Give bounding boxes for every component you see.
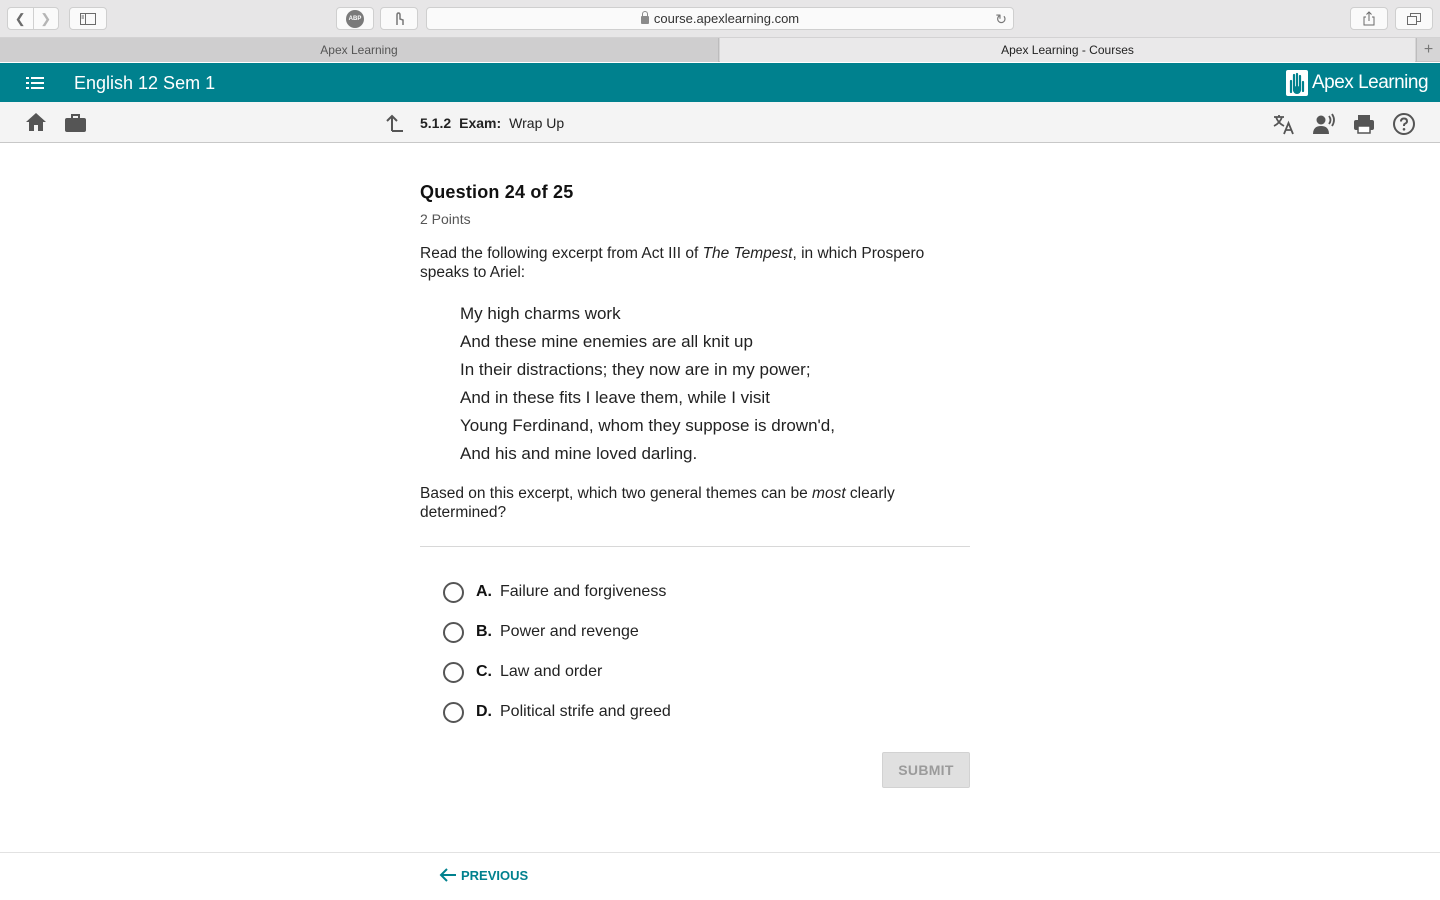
history-nav	[7, 7, 59, 30]
excerpt	[460, 300, 970, 468]
breadcrumb	[420, 115, 564, 131]
excerpt-line: And his and mine loved darling.	[460, 444, 698, 463]
activity-title: Wrap Up	[509, 115, 565, 131]
answer-option-c[interactable]	[443, 652, 970, 692]
radio-button[interactable]	[443, 582, 464, 603]
translate-icon[interactable]	[1272, 112, 1296, 136]
answer-option-a[interactable]	[443, 572, 970, 612]
print-icon[interactable]	[1352, 112, 1376, 136]
browser-toolbar	[0, 0, 1440, 38]
answer-text: Power and revenge	[500, 623, 639, 640]
forward-icon[interactable]: ❯	[33, 8, 59, 29]
answer-list	[420, 572, 970, 732]
activity-number: 5.1.2	[420, 115, 452, 131]
answer-option-d[interactable]	[443, 692, 970, 732]
hand-icon	[393, 12, 405, 26]
answer-text: Failure and forgiveness	[500, 583, 667, 600]
excerpt-line: Young Ferdinand, whom they suppose is drown'd,	[460, 416, 835, 435]
briefcase-icon[interactable]	[64, 113, 87, 133]
excerpt-line: And in these fits I leave them, while I visit	[460, 388, 770, 407]
browser-tab-2[interactable]: Apex Learning - Courses	[720, 38, 1415, 62]
answer-option-b[interactable]	[443, 612, 970, 652]
back-icon[interactable]: ❮	[14, 11, 26, 26]
share-button[interactable]	[1350, 7, 1388, 30]
lock-icon	[641, 16, 649, 24]
answer-text: Political strife and greed	[500, 703, 671, 720]
read-aloud-icon[interactable]	[1312, 112, 1336, 136]
question-title: Question 24 of 25	[420, 182, 574, 202]
app-header	[0, 63, 1440, 102]
radio-button[interactable]	[443, 702, 464, 723]
apex-hand-logo-icon	[1286, 70, 1308, 96]
excerpt-line: My high charms work	[460, 304, 621, 323]
answer-letter: C.	[476, 663, 492, 680]
answer-letter: D.	[476, 703, 492, 720]
new-tab-button[interactable]: +	[1416, 38, 1440, 62]
question-prompt: Based on this excerpt, which two general themes can be most clearly determined?	[420, 485, 895, 521]
excerpt-line: In their distractions; they now are in my power;	[460, 360, 811, 379]
adblock-icon: ABP	[346, 10, 364, 28]
activity-toolbar	[0, 102, 1440, 143]
course-title: English 12 Sem 1	[74, 73, 216, 93]
radio-button[interactable]	[443, 622, 464, 643]
answer-text: Law and order	[500, 663, 603, 680]
question-panel	[420, 182, 970, 732]
excerpt-line: And these mine enemies are all knit up	[460, 332, 753, 351]
question-points: 2 Points	[420, 211, 471, 227]
address-bar[interactable]	[426, 7, 1014, 30]
adblock-button[interactable]	[336, 7, 374, 30]
question-intro: Read the following excerpt from Act III of The Tempest, in which Prospero speaks to Ariel:	[420, 245, 925, 281]
answer-letter: A.	[476, 583, 492, 600]
answer-letter: B.	[476, 623, 492, 640]
extension-button[interactable]	[380, 7, 418, 30]
help-icon[interactable]	[1392, 112, 1416, 136]
submit-button[interactable]: SUBMIT	[882, 752, 970, 788]
logo-text: Apex Learning	[1312, 72, 1429, 93]
reload-icon[interactable]: ↻	[995, 11, 1007, 27]
share-icon	[1363, 11, 1375, 26]
previous-label: PREVIOUS	[461, 867, 529, 883]
sidebar-toggle-button[interactable]	[69, 7, 107, 30]
browser-tab-1[interactable]: Apex Learning	[0, 38, 719, 62]
footer-nav	[0, 852, 1440, 900]
home-icon[interactable]	[25, 112, 47, 132]
sidebar-icon	[80, 13, 96, 25]
divider	[420, 546, 970, 547]
tab-bar	[0, 38, 1440, 62]
activity-type: Exam:	[459, 115, 502, 131]
apex-logo	[1286, 70, 1428, 96]
tabs-overview-icon	[1407, 13, 1421, 25]
up-level-icon[interactable]	[385, 113, 405, 133]
radio-button[interactable]	[443, 662, 464, 683]
show-tabs-button[interactable]	[1395, 7, 1433, 30]
previous-button[interactable]	[439, 867, 528, 883]
arrow-left-icon	[439, 867, 457, 883]
menu-icon[interactable]	[26, 76, 45, 90]
url-text: course.apexlearning.com	[653, 11, 800, 26]
